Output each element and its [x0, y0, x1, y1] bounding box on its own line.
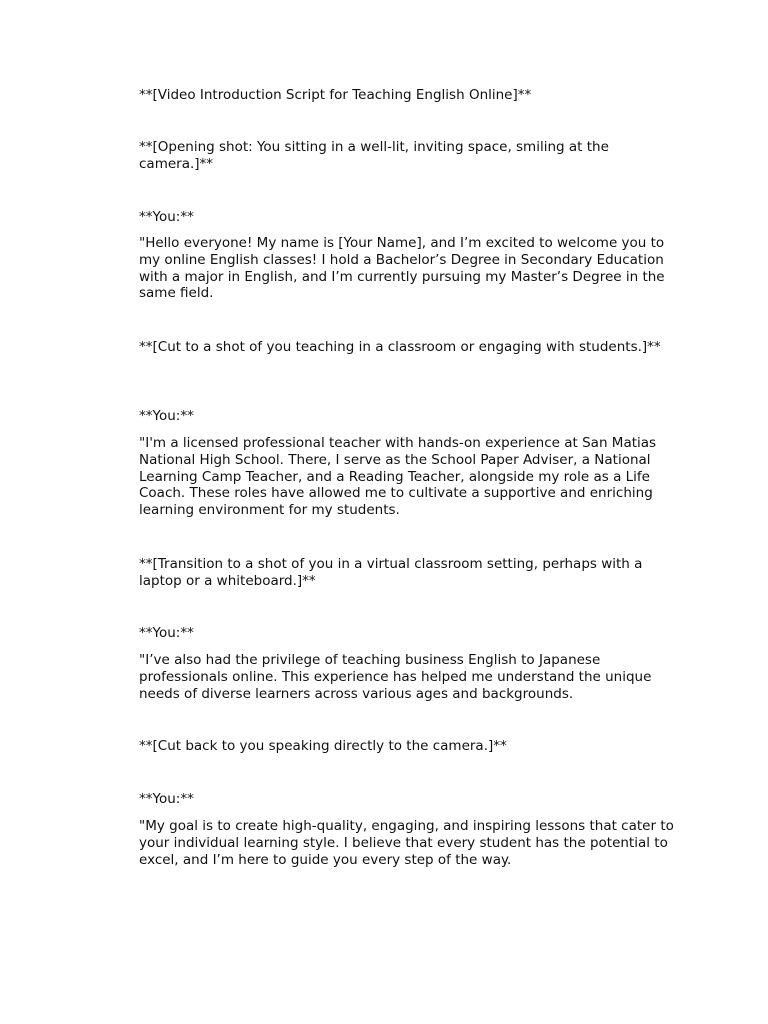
dialogue-paragraph: "My goal is to create high-quality, engaging, and inspiring lessons that cater to your individual learning style. I believe that every student has the potential to excel, and I’m here to guide you every step of the way. [139, 818, 674, 868]
dialogue-paragraph: "I’ve also had the privilege of teaching business English to Japanese professionals online. This experience has helped me understand the unique needs of diverse learners across various ages and backgrounds. [139, 652, 652, 702]
stage-direction-classroom-shot: **[Cut to a shot of you teaching in a classroom or engaging with students.]** [139, 339, 661, 355]
speaker-label: **You:** [139, 209, 194, 225]
stage-direction-virtual-classroom: **[Transition to a shot of you in a virtual classroom setting, perhaps with a laptop or a whiteboard.]** [139, 556, 643, 589]
dialogue-paragraph: "Hello everyone! My name is [Your Name], and I’m excited to welcome you to my online English classes! I hold a Bachelor’s Degree in Secondary Education with a major in English, and I’m currently pursuing my Master’s Degree in the same field. [139, 235, 665, 302]
dialogue-paragraph: "I'm a licensed professional teacher with hands-on experience at San Matias National High School. There, I serve as the School Paper Adviser, a National Learning Camp Teacher, and a Reading Teacher, alongside my role as a Life Coach. These roles have allowed me to cultivate a supportive and enriching learning environment for my students. [139, 435, 657, 519]
stage-direction-camera: **[Cut back to you speaking directly to the camera.]** [139, 738, 507, 754]
stage-direction-opening-shot: **[Opening shot: You sitting in a well-lit, inviting space, smiling at the camera.]** [139, 139, 609, 172]
document-title: **[Video Introduction Script for Teaching English Online]** [139, 87, 532, 103]
speaker-label: **You:** [139, 408, 194, 424]
speaker-label: **You:** [139, 791, 194, 807]
speaker-label: **You:** [139, 625, 194, 641]
